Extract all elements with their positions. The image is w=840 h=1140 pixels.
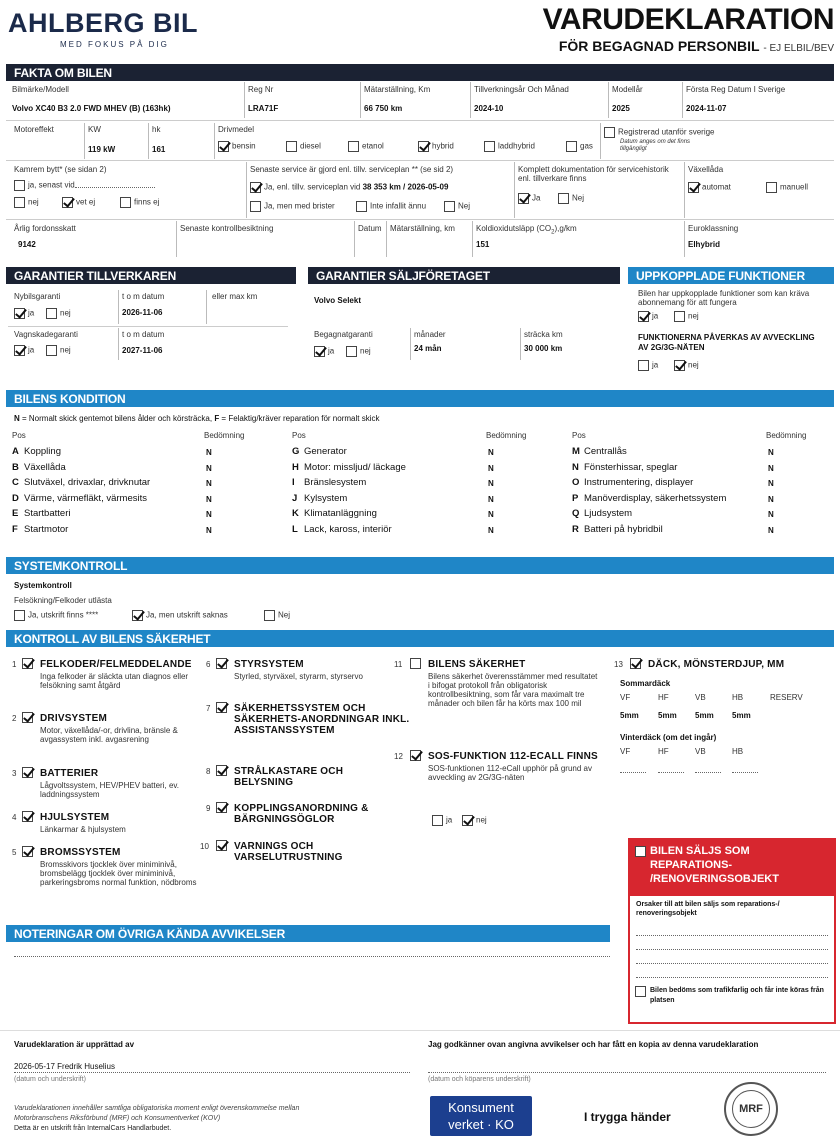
safety-number: 2 bbox=[12, 714, 17, 723]
tire-col-winter: VB bbox=[695, 747, 706, 756]
condition-row: A Koppling bbox=[12, 446, 61, 457]
pos-header: Pos bbox=[572, 431, 586, 440]
condition-value: N bbox=[206, 526, 212, 535]
gear-manual-checkbox[interactable] bbox=[766, 182, 777, 193]
fuel-checkbox[interactable] bbox=[348, 141, 359, 152]
brand-logo: AHLBERG BIL bbox=[8, 8, 198, 38]
condition-row: R Batteri på hybridbil bbox=[572, 524, 663, 535]
bed-header: Bedömning bbox=[766, 431, 807, 440]
condition-value: N bbox=[768, 448, 774, 457]
safety-number: 3 bbox=[12, 769, 17, 778]
condition-value: N bbox=[488, 526, 494, 535]
tire-value: 5mm bbox=[658, 711, 677, 720]
condition-value: N bbox=[488, 494, 494, 504]
safety-checkbox[interactable] bbox=[216, 765, 227, 776]
fuel-label: diesel bbox=[300, 141, 321, 151]
condition-value: N bbox=[206, 479, 212, 489]
tire-col-winter: VF bbox=[620, 747, 631, 756]
sos-no-checkbox[interactable] bbox=[462, 815, 473, 826]
tire-col: VF bbox=[620, 693, 631, 702]
condition-row: E Startbatteri bbox=[12, 508, 71, 520]
danger-checkbox[interactable] bbox=[635, 986, 646, 997]
uppk-yes-checkbox[interactable] bbox=[638, 311, 649, 322]
safety-item: STRÅLKASTARE OCH BELYSNING bbox=[234, 766, 344, 788]
fakta-label: Bilmärke/Modell bbox=[12, 85, 69, 94]
safety-number: 11 bbox=[394, 660, 403, 669]
repair-box: BILEN SÄLJS SOM REPARATIONS- /RENOVERINGSOBJEKT Orsaker till att bilen säljs som reparations-/ renoveringsobjekt Bilen bedöms som trafikfarlig och får inte köras från platsen bbox=[628, 838, 836, 1024]
safety-checkbox[interactable] bbox=[22, 811, 33, 822]
service-defects-checkbox[interactable] bbox=[250, 201, 261, 212]
fuel-label: laddhybrid bbox=[498, 141, 535, 151]
fuel-label: gas bbox=[580, 141, 593, 151]
repair-checkbox[interactable] bbox=[635, 846, 646, 857]
trygga-text: I trygga händer bbox=[584, 1110, 671, 1124]
bed-header: Bedömning bbox=[486, 431, 527, 440]
fakta-label: Mätarställning, Km bbox=[364, 85, 431, 94]
condition-row: Q Ljudsystem bbox=[572, 508, 633, 520]
system-o1-checkbox[interactable] bbox=[14, 610, 25, 621]
condition-value: N bbox=[206, 510, 212, 520]
section-systemkontroll: SYSTEMKONTROLL bbox=[6, 557, 834, 574]
service-notdue-checkbox[interactable] bbox=[356, 201, 367, 212]
condition-value: N bbox=[768, 510, 774, 520]
condition-value: N bbox=[768, 479, 774, 489]
fuel-checkbox[interactable] bbox=[484, 141, 495, 152]
pos-header: Pos bbox=[292, 431, 306, 440]
service-yes-checkbox[interactable] bbox=[250, 182, 261, 193]
page-title: VARUDEKLARATION bbox=[542, 3, 834, 36]
service-no-checkbox[interactable] bbox=[444, 201, 455, 212]
tire-col: HB bbox=[732, 693, 744, 702]
safety-number: 1 bbox=[12, 660, 17, 669]
section-noteringar: NOTERINGAR OM ÖVRIGA KÄNDA AVVIKELSER bbox=[6, 925, 610, 942]
doc-no-checkbox[interactable] bbox=[558, 193, 569, 204]
safety-number: 6 bbox=[206, 660, 211, 669]
safety-number: 7 bbox=[206, 704, 211, 713]
safety-number: 13 bbox=[614, 660, 623, 669]
kondition-legend: N = Normalt skick gentemot bilens ålder och körsträcka, F = Felaktig/kräver reparation för normalt skick bbox=[14, 414, 380, 423]
fakta-value: LRA71F bbox=[248, 104, 279, 113]
condition-value: N bbox=[488, 448, 494, 457]
brand-tagline: MED FOKUS PÅ DIG bbox=[60, 40, 169, 49]
condition-row: P Manöverdisplay, säkerhetssystem bbox=[572, 492, 727, 504]
vagnskada-yes-checkbox[interactable] bbox=[14, 345, 25, 356]
safety-checkbox[interactable] bbox=[410, 658, 421, 669]
tire-col-winter: HB bbox=[732, 747, 744, 756]
condition-row: B Växellåda bbox=[12, 461, 66, 473]
safety-item: VARNINGS OCH VARSELUTRUSTNING bbox=[234, 841, 343, 863]
safety-item: DÄCK, MÖNSTERDJUP, MM bbox=[648, 659, 785, 670]
condition-value: N bbox=[488, 463, 494, 473]
safety-checkbox[interactable] bbox=[216, 802, 227, 813]
safety-number: 10 bbox=[200, 842, 209, 851]
safety-checkbox[interactable] bbox=[630, 658, 641, 669]
mrf-seal: MRF bbox=[724, 1082, 778, 1136]
nybil-yes-checkbox[interactable] bbox=[14, 308, 25, 319]
safety-item: BROMSSYSTEM Bromsskivors tjocklek över miniminivå, bromsbelägg tjocklek över miniminivå, parkeringsbroms normal funktion, nödbroms bbox=[40, 847, 197, 887]
safety-item: FELKODER/FELMEDDELANDE Inga felkoder är släckta utan diagnos eller felsökning samt åtgärd bbox=[40, 659, 192, 690]
condition-row: L Lack, kaross, interiör bbox=[292, 524, 392, 535]
fuel-checkbox[interactable] bbox=[218, 141, 229, 152]
pos-header: Pos bbox=[12, 431, 26, 440]
condition-row: H Motor: missljud/ läckage bbox=[292, 461, 406, 473]
condition-value: N bbox=[768, 526, 774, 535]
safety-item: STYRSYSTEM Styrled, styrväxel, styrarm, styrservo bbox=[234, 659, 363, 681]
condition-row: K Klimatanläggning bbox=[292, 508, 377, 520]
condition-value: N bbox=[768, 494, 774, 504]
safety-number: 4 bbox=[12, 813, 17, 822]
system-o2-checkbox[interactable] bbox=[132, 610, 143, 621]
condition-row: D Värme, värmefläkt, värmesits bbox=[12, 492, 147, 504]
safety-checkbox[interactable] bbox=[22, 712, 33, 723]
bed-header: Bedömning bbox=[204, 431, 245, 440]
safety-checkbox[interactable] bbox=[216, 840, 227, 851]
kamrem-none-checkbox[interactable] bbox=[120, 197, 131, 208]
fuel-label: hybrid bbox=[432, 141, 454, 151]
condition-row: G Generator bbox=[292, 446, 347, 457]
fakta-value: 2025 bbox=[612, 104, 630, 113]
fakta-label: Modellår bbox=[612, 85, 643, 94]
kamrem-no-checkbox[interactable] bbox=[14, 197, 25, 208]
condition-row: N Fönsterhissar, speglar bbox=[572, 461, 678, 473]
doc-yes-checkbox[interactable] bbox=[518, 193, 529, 204]
fakta-label: Reg Nr bbox=[248, 85, 274, 94]
registered-abroad-checkbox[interactable] bbox=[604, 127, 615, 138]
tire-value: 5mm bbox=[620, 711, 639, 720]
tire-col: RESERV bbox=[770, 693, 803, 702]
nybil-no-checkbox[interactable] bbox=[46, 308, 57, 319]
condition-value: N bbox=[768, 463, 774, 473]
safety-item: BATTERIER Lågvoltssystem, HEV/PHEV batteri, ev. laddningssystem bbox=[40, 768, 180, 799]
condition-row: J Kylsystem bbox=[292, 492, 348, 504]
fakta-value: 2024-11-07 bbox=[686, 104, 727, 113]
page-subtitle: FÖR BEGAGNAD PERSONBIL - EJ ELBIL/BEV bbox=[558, 38, 834, 54]
safety-number: 8 bbox=[206, 767, 211, 776]
condition-row: C Slutväxel, drivaxlar, drivknutar bbox=[12, 477, 151, 489]
fakta-value: 2024-10 bbox=[474, 104, 504, 113]
system-o3-checkbox[interactable] bbox=[264, 610, 275, 621]
konsumentverket-logo: Konsument verket · KO bbox=[430, 1096, 532, 1136]
begagnat-no-checkbox[interactable] bbox=[346, 346, 357, 357]
condition-row: I Bränslesystem bbox=[292, 477, 367, 489]
section-gar-salj: GARANTIER SÄLJFÖRETAGET bbox=[308, 267, 620, 284]
tire-value: 5mm bbox=[695, 711, 714, 720]
safety-item: KOPPLINGSANORDNING & BÄRGNINGSÖGLOR bbox=[234, 803, 369, 825]
condition-value: N bbox=[206, 448, 212, 457]
tire-col: VB bbox=[695, 693, 706, 702]
safety-checkbox[interactable] bbox=[216, 702, 227, 713]
safety-item: DRIVSYSTEM Motor, växellåda/-or, drivlina, bränsle & avgassystem inkl. avgasrening bbox=[40, 713, 178, 744]
safety-number: 5 bbox=[12, 848, 17, 857]
condition-row: M Centrallås bbox=[572, 446, 627, 457]
fakta-label: Första Reg Datum I Sverige bbox=[686, 85, 786, 94]
safety-checkbox[interactable] bbox=[216, 658, 227, 669]
safety-checkbox[interactable] bbox=[410, 750, 421, 761]
safety-item: SOS-FUNKTION 112-ECALL FINNS SOS-funktionen 112-eCall upphör på grund av avveckling av 2G/3G-näten bbox=[428, 751, 598, 782]
tire-col-winter: HF bbox=[658, 747, 669, 756]
fakta-label: Tillverkningsår Och Månad bbox=[474, 85, 569, 94]
safety-item: SÄKERHETSSYSTEM OCH SÄKERHETS-ANORDNINGAR INKL. ASSISTANSSYSTEM bbox=[234, 703, 410, 736]
section-uppkopplade: UPPKOPPLADE FUNKTIONER bbox=[628, 267, 834, 284]
vagnskada-no-checkbox[interactable] bbox=[46, 345, 57, 356]
section-kondition: BILENS KONDITION bbox=[6, 390, 834, 407]
safety-checkbox[interactable] bbox=[22, 767, 33, 778]
safety-item: BILENS SÄKERHET Bilens säkerhet överensstämmer med resultatet i bifogat protokoll från obligatorisk kontrollbesiktning, som får vara maximalt tre månader och bilen får ha körts max 100 mil bbox=[428, 659, 598, 708]
condition-value: N bbox=[206, 463, 212, 473]
safety-checkbox[interactable] bbox=[22, 658, 33, 669]
safety-checkbox[interactable] bbox=[22, 846, 33, 857]
condition-value: N bbox=[488, 479, 494, 489]
kamrem-yes-checkbox[interactable] bbox=[14, 180, 25, 191]
impact-no-checkbox[interactable] bbox=[674, 360, 685, 371]
safety-number: 9 bbox=[206, 804, 211, 813]
tire-value: 5mm bbox=[732, 711, 751, 720]
safety-number: 12 bbox=[394, 752, 403, 761]
begagnat-yes-checkbox[interactable] bbox=[314, 346, 325, 357]
fuel-label: bensin bbox=[232, 141, 256, 151]
condition-row: F Startmotor bbox=[12, 524, 69, 535]
section-gar-tillv: GARANTIER TILLVERKAREN bbox=[6, 267, 296, 284]
impact-yes-checkbox[interactable] bbox=[638, 360, 649, 371]
uppk-no-checkbox[interactable] bbox=[674, 311, 685, 322]
sign-made-value: 2026-05-17 Fredrik Huselius bbox=[14, 1062, 115, 1071]
section-fakta: FAKTA OM BILEN bbox=[6, 64, 834, 81]
fuel-checkbox[interactable] bbox=[418, 141, 429, 152]
condition-value: N bbox=[488, 510, 494, 520]
sos-yes-checkbox[interactable] bbox=[432, 815, 443, 826]
gear-auto-checkbox[interactable] bbox=[688, 182, 699, 193]
fuel-checkbox[interactable] bbox=[566, 141, 577, 152]
section-sakerhet: KONTROLL AV BILENS SÄKERHET bbox=[6, 630, 834, 647]
fakta-value: Volvo XC40 B3 2.0 FWD MHEV (B) (163hk) bbox=[12, 104, 171, 113]
fuel-label: etanol bbox=[362, 141, 384, 151]
tire-col: HF bbox=[658, 693, 669, 702]
fuel-checkbox[interactable] bbox=[286, 141, 297, 152]
condition-row: O Instrumentering, displayer bbox=[572, 477, 694, 489]
safety-item: HJULSYSTEM Länkarmar & hjulsystem bbox=[40, 812, 126, 834]
fakta-value: 66 750 km bbox=[364, 104, 403, 113]
condition-value: N bbox=[206, 494, 212, 504]
kamrem-unknown-checkbox[interactable] bbox=[62, 197, 73, 208]
